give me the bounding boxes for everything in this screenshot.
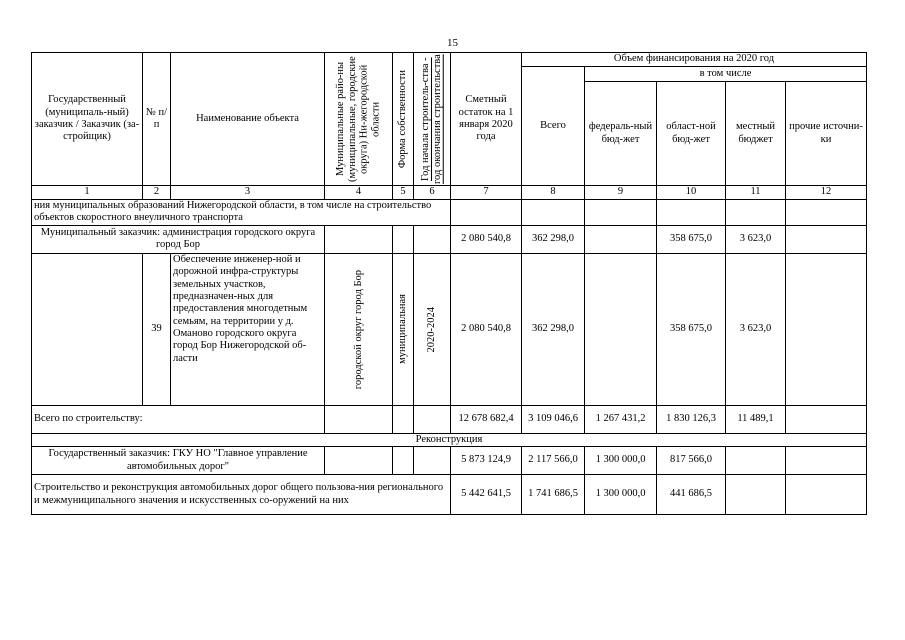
header-funding-title: Объем финансирования на 2020 год [522, 53, 867, 67]
cell-empty [657, 200, 726, 226]
header-including: в том числе [585, 67, 867, 82]
cell-empty [393, 405, 414, 433]
cell-empty [786, 200, 867, 226]
header-num: № п/ п [143, 53, 171, 186]
cell-empty [726, 200, 786, 226]
gku-regional: 817 566,0 [657, 447, 726, 475]
header-years [414, 53, 451, 186]
financing-table [31, 52, 867, 515]
col-num: 1 [32, 186, 143, 200]
reconstruction-label: Реконструкция [32, 433, 867, 446]
gku-estimate: 5 873 124,9 [451, 447, 522, 475]
cell-empty [786, 405, 867, 433]
col-num: 6 [414, 186, 451, 200]
cell-empty [786, 475, 867, 515]
construction-total-total: 3 109 046,6 [522, 405, 585, 433]
cell-empty [585, 200, 657, 226]
col-num: 4 [325, 186, 393, 200]
col-num: 12 [786, 186, 867, 200]
header-estimate: Сметный остаток на 1 января 2020 года [451, 53, 522, 186]
item39-years-text: 2020-2024 [426, 306, 438, 352]
cell-empty [451, 200, 522, 226]
cell-empty [414, 405, 451, 433]
gku-name: Государственный заказчик: ГКУ НО "Главное управление автомобильных дорог" [32, 447, 325, 475]
column-numbers-row [32, 186, 867, 200]
cell-empty [414, 447, 451, 475]
col-num: 7 [451, 186, 522, 200]
roads-name: Строительство и реконструкция автомобильных дорог общего пользова-ния регионального и межмуниципального значения и искусственных со-оружений на них [32, 475, 451, 515]
cell-empty [325, 405, 393, 433]
header-object-name: Наименование объекта [171, 53, 325, 186]
roads-federal: 1 300 000,0 [585, 475, 657, 515]
col-num: 8 [522, 186, 585, 200]
roads-total: 1 741 686,5 [522, 475, 585, 515]
construction-total-label: Всего по строительству: [32, 405, 325, 433]
item39-local: 3 623,0 [726, 253, 786, 405]
cell-empty [522, 200, 585, 226]
item39-ownership-text: муниципальная [397, 294, 409, 365]
item39-years [414, 253, 451, 405]
roads-estimate: 5 442 641,5 [451, 475, 522, 515]
cell-empty [414, 225, 451, 253]
construction-total-federal: 1 267 431,2 [585, 405, 657, 433]
bor-total: 362 298,0 [522, 225, 585, 253]
header-regional: област-ной бюд-жет [657, 82, 726, 186]
bor-customer-name: Муниципальный заказчик: администрация городского округа город Бор [32, 225, 325, 253]
table-row [32, 405, 867, 433]
cell-empty [786, 253, 867, 405]
gku-federal: 1 300 000,0 [585, 447, 657, 475]
cell-empty [393, 447, 414, 475]
header-district-text: Муниципальные райо-ны (муниципальные, городские округа) Ни-жегородской области [335, 56, 382, 182]
item39-estimate: 2 080 540,8 [451, 253, 522, 405]
bor-regional: 358 675,0 [657, 225, 726, 253]
item39-district-text: городской округ город Бор [352, 269, 364, 389]
cell-empty [393, 225, 414, 253]
cell-empty [786, 225, 867, 253]
header-customer: Государственный (муниципаль-ный) заказчик / Заказчик (за-стройщик) [32, 53, 143, 186]
header-other: прочие источни-ки [786, 82, 867, 186]
table-row [32, 200, 867, 226]
cell-empty [585, 225, 657, 253]
table-row [32, 447, 867, 475]
cell-empty [726, 447, 786, 475]
col-num: 11 [726, 186, 786, 200]
header-federal: федераль-ный бюд-жет [585, 82, 657, 186]
header-years-text: Год начала строитель-ства - год окончания строительства [420, 54, 443, 184]
col-num: 2 [143, 186, 171, 200]
col-num: 3 [171, 186, 325, 200]
roads-regional: 441 686,5 [657, 475, 726, 515]
cell-empty [585, 253, 657, 405]
construction-total-estimate: 12 678 682,4 [451, 405, 522, 433]
item39-num: 39 [143, 253, 171, 405]
header-total: Всего [522, 67, 585, 186]
table-row [32, 253, 867, 405]
item39-total: 362 298,0 [522, 253, 585, 405]
cell-empty [32, 253, 143, 405]
item39-name: Обеспечение инженер-ной и дорожной инфра-структуры земельных участков, предназначен-ных для предоставления многодетным семьям, на территории у д. Оманово городского округа город Бор Нижегородской об-ласти [171, 253, 325, 405]
construction-total-regional: 1 830 126,3 [657, 405, 726, 433]
col-num: 5 [393, 186, 414, 200]
gku-total: 2 117 566,0 [522, 447, 585, 475]
bor-estimate: 2 080 540,8 [451, 225, 522, 253]
table-row [32, 225, 867, 253]
cell-empty [726, 475, 786, 515]
item39-ownership [393, 253, 414, 405]
page-number: 15 [447, 37, 458, 49]
col-num: 9 [585, 186, 657, 200]
header-district [325, 53, 393, 186]
header-local: местный бюджет [726, 82, 786, 186]
item39-district [325, 253, 393, 405]
cell-empty [325, 225, 393, 253]
section-row [32, 433, 867, 446]
bor-local: 3 623,0 [726, 225, 786, 253]
cell-empty [786, 447, 867, 475]
continuation-text: ния муниципальных образований Нижегородской области, в том числе на строительство объектов скоростного внеуличного транспорта [32, 200, 451, 226]
table-row [32, 475, 867, 515]
construction-total-local: 11 489,1 [726, 405, 786, 433]
col-num: 10 [657, 186, 726, 200]
header-ownership [393, 53, 414, 186]
header-ownership-text: Форма собственности [397, 69, 409, 169]
item39-regional: 358 675,0 [657, 253, 726, 405]
cell-empty [325, 447, 393, 475]
